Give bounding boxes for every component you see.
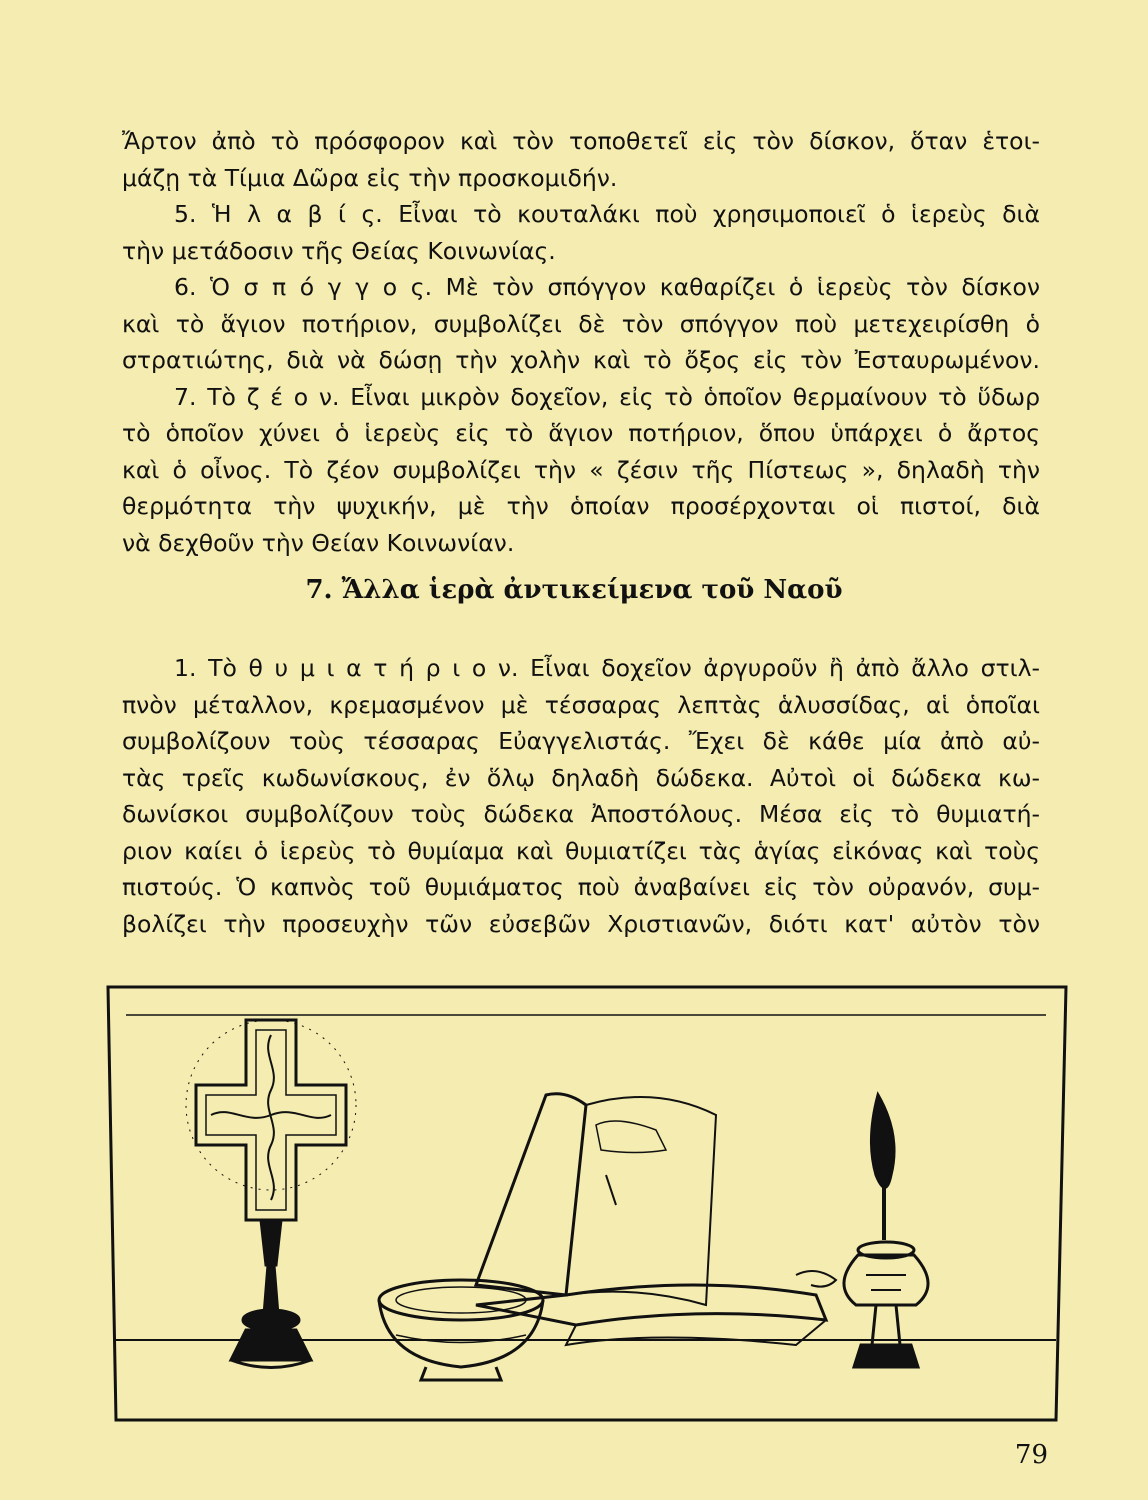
text-line: τὰς τρεῖς κωδωνίσκους, ἐν ὅλῳ δηλαδὴ δώδεκα. Αὐτοὶ οἱ δώδεκα κω- xyxy=(122,763,1040,792)
open-book-icon xyxy=(476,1094,836,1345)
text-block-upper xyxy=(122,123,1040,561)
text-block-lower xyxy=(122,650,1040,942)
text-line: 7. Τὸ ζ έ ο ν. Εἶναι μικρὸν δοχεῖον, εἰς τὸ ὁποῖον θερμαίνουν τὸ ὕδωρ xyxy=(174,382,1040,411)
text-line: 6. Ὁ σ π ό γ γ ο ς. Μὲ τὸν σπόγγον καθαρίζει ὁ ἱερεὺς τὸν δίσκον xyxy=(174,273,1040,301)
text-line: ριον καίει ὁ ἱερεὺς τὸ θυμίαμα καὶ θυμιατίζει τὰς ἁγίας εἰκόνας καὶ τοὺς xyxy=(122,836,1040,865)
text-line: τὴν μετάδοσιν τῆς Θείας Κοινωνίας. xyxy=(122,236,556,265)
text-line: Ἄρτον ἀπὸ τὸ πρόσφορον καὶ τὸν τοποθετεῖ εἰς τὸν δίσκον, ὅταν ἑτοι- xyxy=(122,127,1040,155)
page-number: 79 xyxy=(1014,1440,1048,1470)
oil-lamp-icon xyxy=(844,1095,928,1367)
text-line: νὰ δεχθοῦν τὴν Θείαν Κοινωνίαν. xyxy=(122,528,515,557)
text-line: πνὸν μέταλλον, κρεμασμένον μὲ τέσσαρας λεπτὰς ἁλυσσίδας, αἱ ὁποῖαι xyxy=(122,690,1040,719)
liturgical-objects-illustration xyxy=(96,975,1076,1425)
text-line: καὶ τὸ ἅγιον ποτήριον, συμβολίζει δὲ τὸν σπόγγον ποὺ μετεχειρίσθη ὁ xyxy=(122,309,1040,338)
text-line: καὶ ὁ οἶνος. Τὸ ζέον συμβολίζει τὴν « ζέσιν τῆς Πίστεως », δηλαδὴ τὴν xyxy=(122,455,1040,484)
text-line: στρατιώτης, διὰ νὰ δώσῃ τὴν χολὴν καὶ τὸ ὄξος εἰς τὸν Ἐσταυρωμένον. xyxy=(122,346,1040,374)
text-line: τὸ ὁποῖον χύνει ὁ ἱερεὺς εἰς τὸ ἅγιον ποτήριον, ὅπου ὑπάρχει ὁ ἄρτος xyxy=(122,419,1040,447)
cross-icon xyxy=(186,1020,356,1368)
text-line: βολίζει τὴν προσευχὴν τῶν εὐσεβῶν Χριστιανῶν, διότι κατ' αὐτὸν τὸν xyxy=(122,909,1040,938)
text-line: 5. Ἡ λ α β ί ς. Εἶναι τὸ κουταλάκι ποὺ χρησιμοποιεῖ ὁ ἱερεὺς διὰ xyxy=(174,200,1040,228)
bowl-icon xyxy=(379,1280,543,1380)
text-line: 1. Τὸ θ υ μ ι α τ ή ρ ι ο ν. Εἶναι δοχεῖον ἀργυροῦν ἢ ἀπὸ ἄλλο στιλ- xyxy=(174,654,1040,682)
text-line: συμβολίζουν τοὺς τέσσαρας Εὐαγγελιστάς. Ἔχει δὲ κάθε μία ἀπὸ αὐ- xyxy=(122,727,1040,755)
text-line: μάζῃ τὰ Τίμια Δῶρα εἰς τὴν προσκομιδήν. xyxy=(122,163,618,192)
text-line: δωνίσκοι συμβολίζουν τοὺς δώδεκα Ἀποστόλους. Μέσα εἰς τὸ θυμιατή- xyxy=(122,800,1040,828)
text-line: θερμότητα τὴν ψυχικήν, μὲ τὴν ὁποίαν προσέρχονται οἱ πιστοί, διὰ xyxy=(122,492,1040,520)
text-line: πιστούς. Ὁ καπνὸς τοῦ θυμιάματος ποὺ ἀναβαίνει εἰς τὸν οὐρανόν, συμ- xyxy=(122,873,1040,901)
section-heading: 7. Ἄλλα ἱερὰ ἀντικείμενα τοῦ Ναοῦ xyxy=(305,575,843,605)
